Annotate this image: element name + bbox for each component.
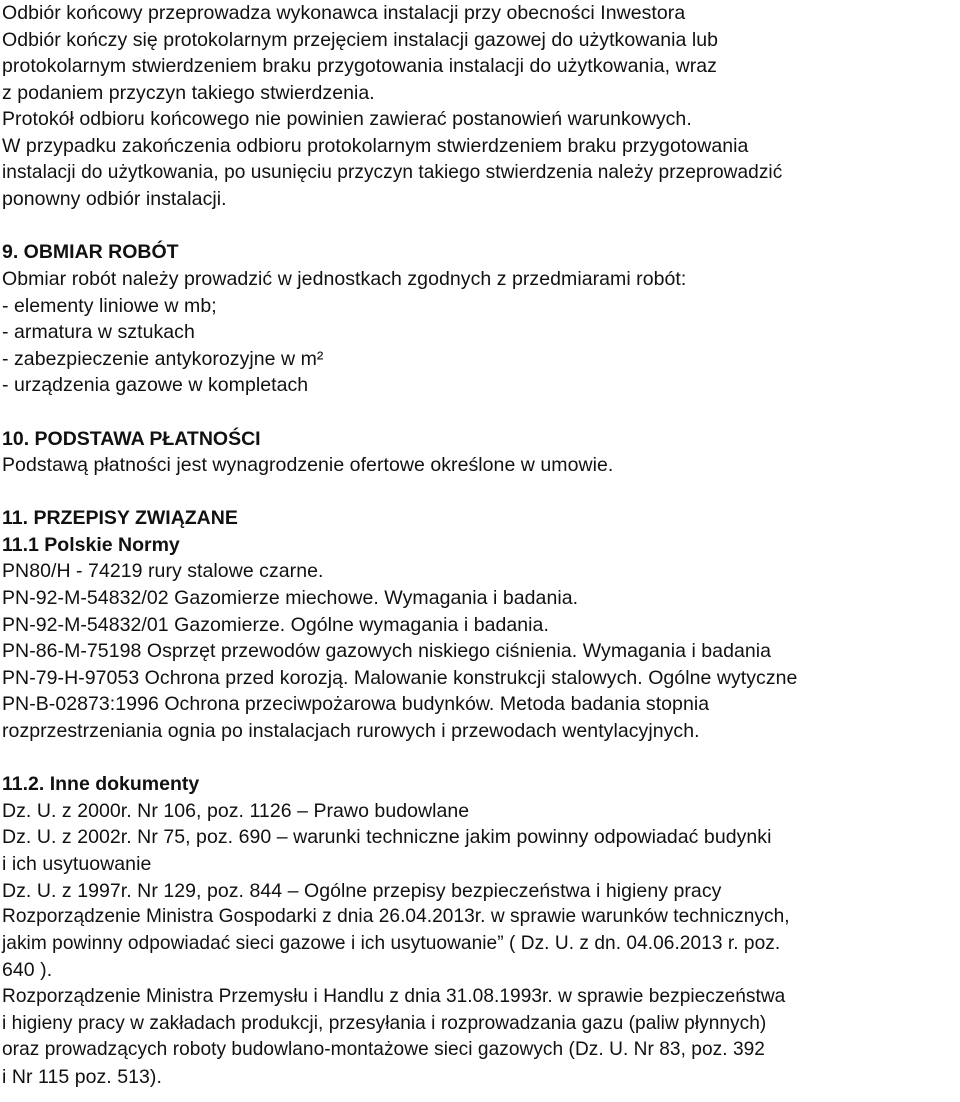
text-line: instalacji do użytkowania, po usunięciu przyczyn takiego stwierdzenia należy przeprowadzić (2, 161, 783, 183)
norm-item: PN-92-M-54832/01 Gazomierze. Ogólne wymagania i badania. (2, 613, 549, 636)
subsection-heading: 11.1 Polskie Normy (2, 533, 180, 556)
document-item: Dz. U. z 2000r. Nr 106, poz. 1126 – Prawo budowlane (2, 799, 470, 822)
spacer (2, 399, 958, 426)
text-line: Odbiór kończy się protokolarnym przejęciem instalacji gazowej do użytkowania lub (2, 28, 719, 51)
section-heading: 11. PRZEPISY ZWIĄZANE (2, 507, 238, 530)
text-line: Odbiór końcowy przeprowadza wykonawca instalacji przy obecności Inwestora (2, 2, 686, 24)
intro-paragraph (2, 0, 958, 213)
document-item: i higieny pracy w zakładach produkcji, przesyłania i rozprowadzania gazu (paliw płynnych) (2, 1012, 767, 1034)
norm-item: PN-B-02873:1996 Ochrona przeciwpożarowa budynków. Metoda badania stopnia (2, 693, 710, 716)
norm-item: rozprzestrzeniania ognia po instalacjach rurowych i przewodach wentylacyjnych. (2, 720, 700, 743)
spacer (2, 479, 958, 506)
section-11 (2, 505, 958, 1090)
text-line: z podaniem przyczyn takiego stwierdzenia. (2, 81, 375, 104)
spacer (2, 213, 958, 240)
document-item: oraz prowadzących roboty budowlano-montażowe sieci gazowych (Dz. U. Nr 83, poz. 392 (2, 1039, 765, 1061)
text-line: protokolarnym stwierdzeniem braku przygotowania instalacji do użytkowania, wraz (2, 55, 717, 78)
section-10 (2, 426, 958, 479)
section-9 (2, 239, 958, 399)
list-item: - elementy liniowe w mb; (2, 294, 217, 317)
document-item: Rozporządzenie Ministra Gospodarki z dnia 26.04.2013r. w sprawie warunków technicznych, (2, 906, 790, 928)
norm-item: PN-79-H-97053 Ochrona przed korozją. Malowanie konstrukcji stalowych. Ogólne wytyczne (2, 666, 798, 689)
list-item: - armatura w sztukach (2, 321, 195, 344)
document-item: i Nr 115 poz. 513). (2, 1065, 162, 1088)
text-line: Podstawą płatności jest wynagrodzenie ofertowe określone w umowie. (2, 454, 614, 477)
document-item: 640 ). (2, 959, 53, 982)
text-line: W przypadku zakończenia odbioru protokolarnym stwierdzeniem braku przygotowania (2, 134, 749, 157)
norm-item: PN-92-M-54832/02 Gazomierze miechowe. Wymagania i badania. (2, 587, 579, 610)
section-heading: 10. PODSTAWA PŁATNOŚCI (2, 427, 261, 450)
document-page (2, 0, 958, 1090)
norm-item: PN80/H - 74219 rury stalowe czarne. (2, 560, 324, 583)
spacer (2, 745, 958, 772)
text-line: Obmiar robót należy prowadzić w jednostkach zgodnych z przedmiarami robót: (2, 267, 687, 290)
document-item: i ich usytuowanie (2, 853, 152, 875)
text-line: ponowny odbiór instalacji. (2, 188, 227, 211)
section-heading: 9. OBMIAR ROBÓT (2, 241, 179, 264)
list-item: - zabezpieczenie antykorozyjne w m² (2, 347, 324, 370)
document-item: Dz. U. z 1997r. Nr 129, poz. 844 – Ogólne przepisy bezpieczeństwa i higieny pracy (2, 879, 722, 902)
document-item: jakim powinny odpowiadać sieci gazowe i ich usytuowanie” ( Dz. U. z dn. 04.06.2013 r. poz. (2, 932, 781, 954)
list-item: - urządzenia gazowe w kompletach (2, 374, 309, 397)
subsection-heading: 11.2. Inne dokumenty (2, 773, 200, 796)
text-line: Protokół odbioru końcowego nie powinien zawierać postanowień warunkowych. (2, 108, 692, 131)
norm-item: PN-86-M-75198 Osprzęt przewodów gazowych niskiego ciśnienia. Wymagania i badania (2, 640, 772, 663)
document-item: Rozporządzenie Ministra Przemysłu i Handlu z dnia 31.08.1993r. w sprawie bezpieczeństwa (2, 985, 786, 1007)
document-item: Dz. U. z 2002r. Nr 75, poz. 690 – warunki techniczne jakim powinny odpowiadać budynki (2, 826, 772, 849)
